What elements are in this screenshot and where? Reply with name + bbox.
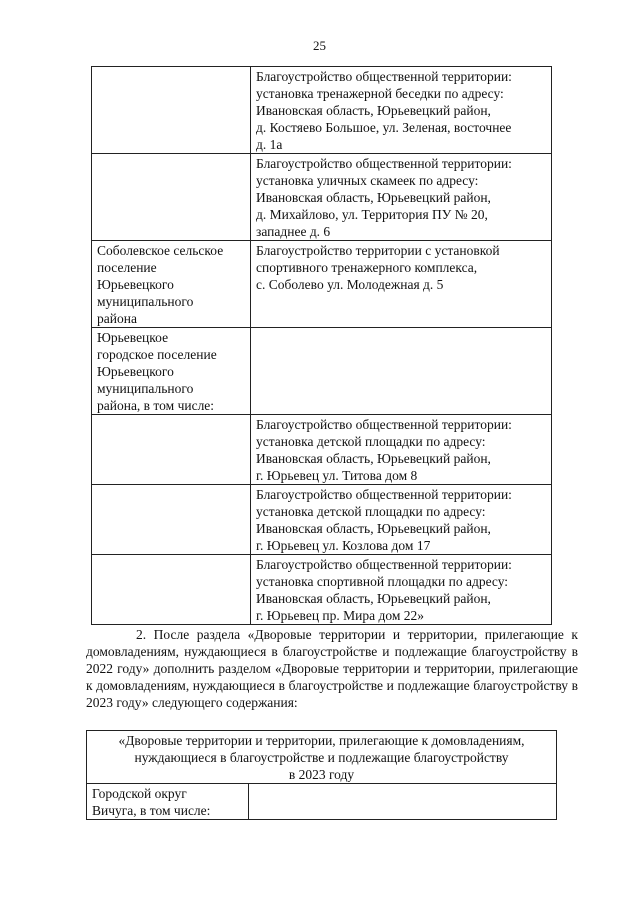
work-description-cell	[251, 328, 552, 415]
table-row	[92, 241, 552, 328]
work-description-cell	[249, 784, 557, 820]
work-description-cell: Благоустройство общественной территории: установка уличных скамеек по адресу: Ивановская область, Юрьевецкий район, д. Михайлово, ул. Территория ПУ № 20, западнее д. 6	[251, 154, 552, 241]
table-row	[92, 485, 552, 555]
territory-cell: Юрьевецкое городское поселение Юрьевецкого муниципального района, в том числе:	[92, 328, 251, 415]
work-description-cell: Благоустройство общественной территории: установка спортивной площадки по адресу: Ивановская область, Юрьевецкий район, г. Юрьевец пр. Мира дом 22»	[251, 555, 552, 625]
work-description-cell: Благоустройство территории с установкой спортивного тренажерного комплекса, с. Соболево ул. Молодежная д. 5	[251, 241, 552, 328]
territory-cell	[92, 555, 251, 625]
table-row	[92, 415, 552, 485]
territory-cell	[92, 154, 251, 241]
table-header-row	[87, 731, 557, 784]
territory-cell: Соболевское сельское поселение Юрьевецкого муниципального района	[92, 241, 251, 328]
territories-table	[91, 66, 552, 625]
table-row	[92, 154, 552, 241]
territory-cell	[92, 67, 251, 154]
work-description-cell: Благоустройство общественной территории: установка детской площадки по адресу: Ивановская область, Юрьевецкий район, г. Юрьевец ул. Козлова дом 17	[251, 485, 552, 555]
territory-cell	[92, 485, 251, 555]
section-heading-cell: «Дворовые территории и территории, прилегающие к домовладениям, нуждающиеся в благоустройстве и подлежащие благоустройству в 2023 году	[87, 731, 557, 784]
territory-cell: Городской округ Вичуга, в том числе:	[87, 784, 249, 820]
amendment-paragraph: 2. После раздела «Дворовые территории и территории, прилегающие к домовладениям, нуждающиеся в благоустройстве и подлежащие благоустройству в 2022 году» дополнить разделом «Дворовые территории и территории, прилегающие к домовладениям, нуждающиеся в благоустройстве и подлежащие благоустройству в 2023 году» следующего содержания:	[86, 627, 578, 710]
table-row	[92, 67, 552, 154]
yards-2023-table	[86, 730, 557, 820]
table-row	[92, 555, 552, 625]
table-row	[92, 328, 552, 415]
page-number: 25	[313, 38, 326, 53]
work-description-cell: Благоустройство общественной территории: установка тренажерной беседки по адресу: Ивановская область, Юрьевецкий район, д. Костяево Большое, ул. Зеленая, восточнее д. 1а	[251, 67, 552, 154]
territory-cell	[92, 415, 251, 485]
work-description-cell: Благоустройство общественной территории: установка детской площадки по адресу: Ивановская область, Юрьевецкий район, г. Юрьевец ул. Титова дом 8	[251, 415, 552, 485]
table-row	[87, 784, 557, 820]
